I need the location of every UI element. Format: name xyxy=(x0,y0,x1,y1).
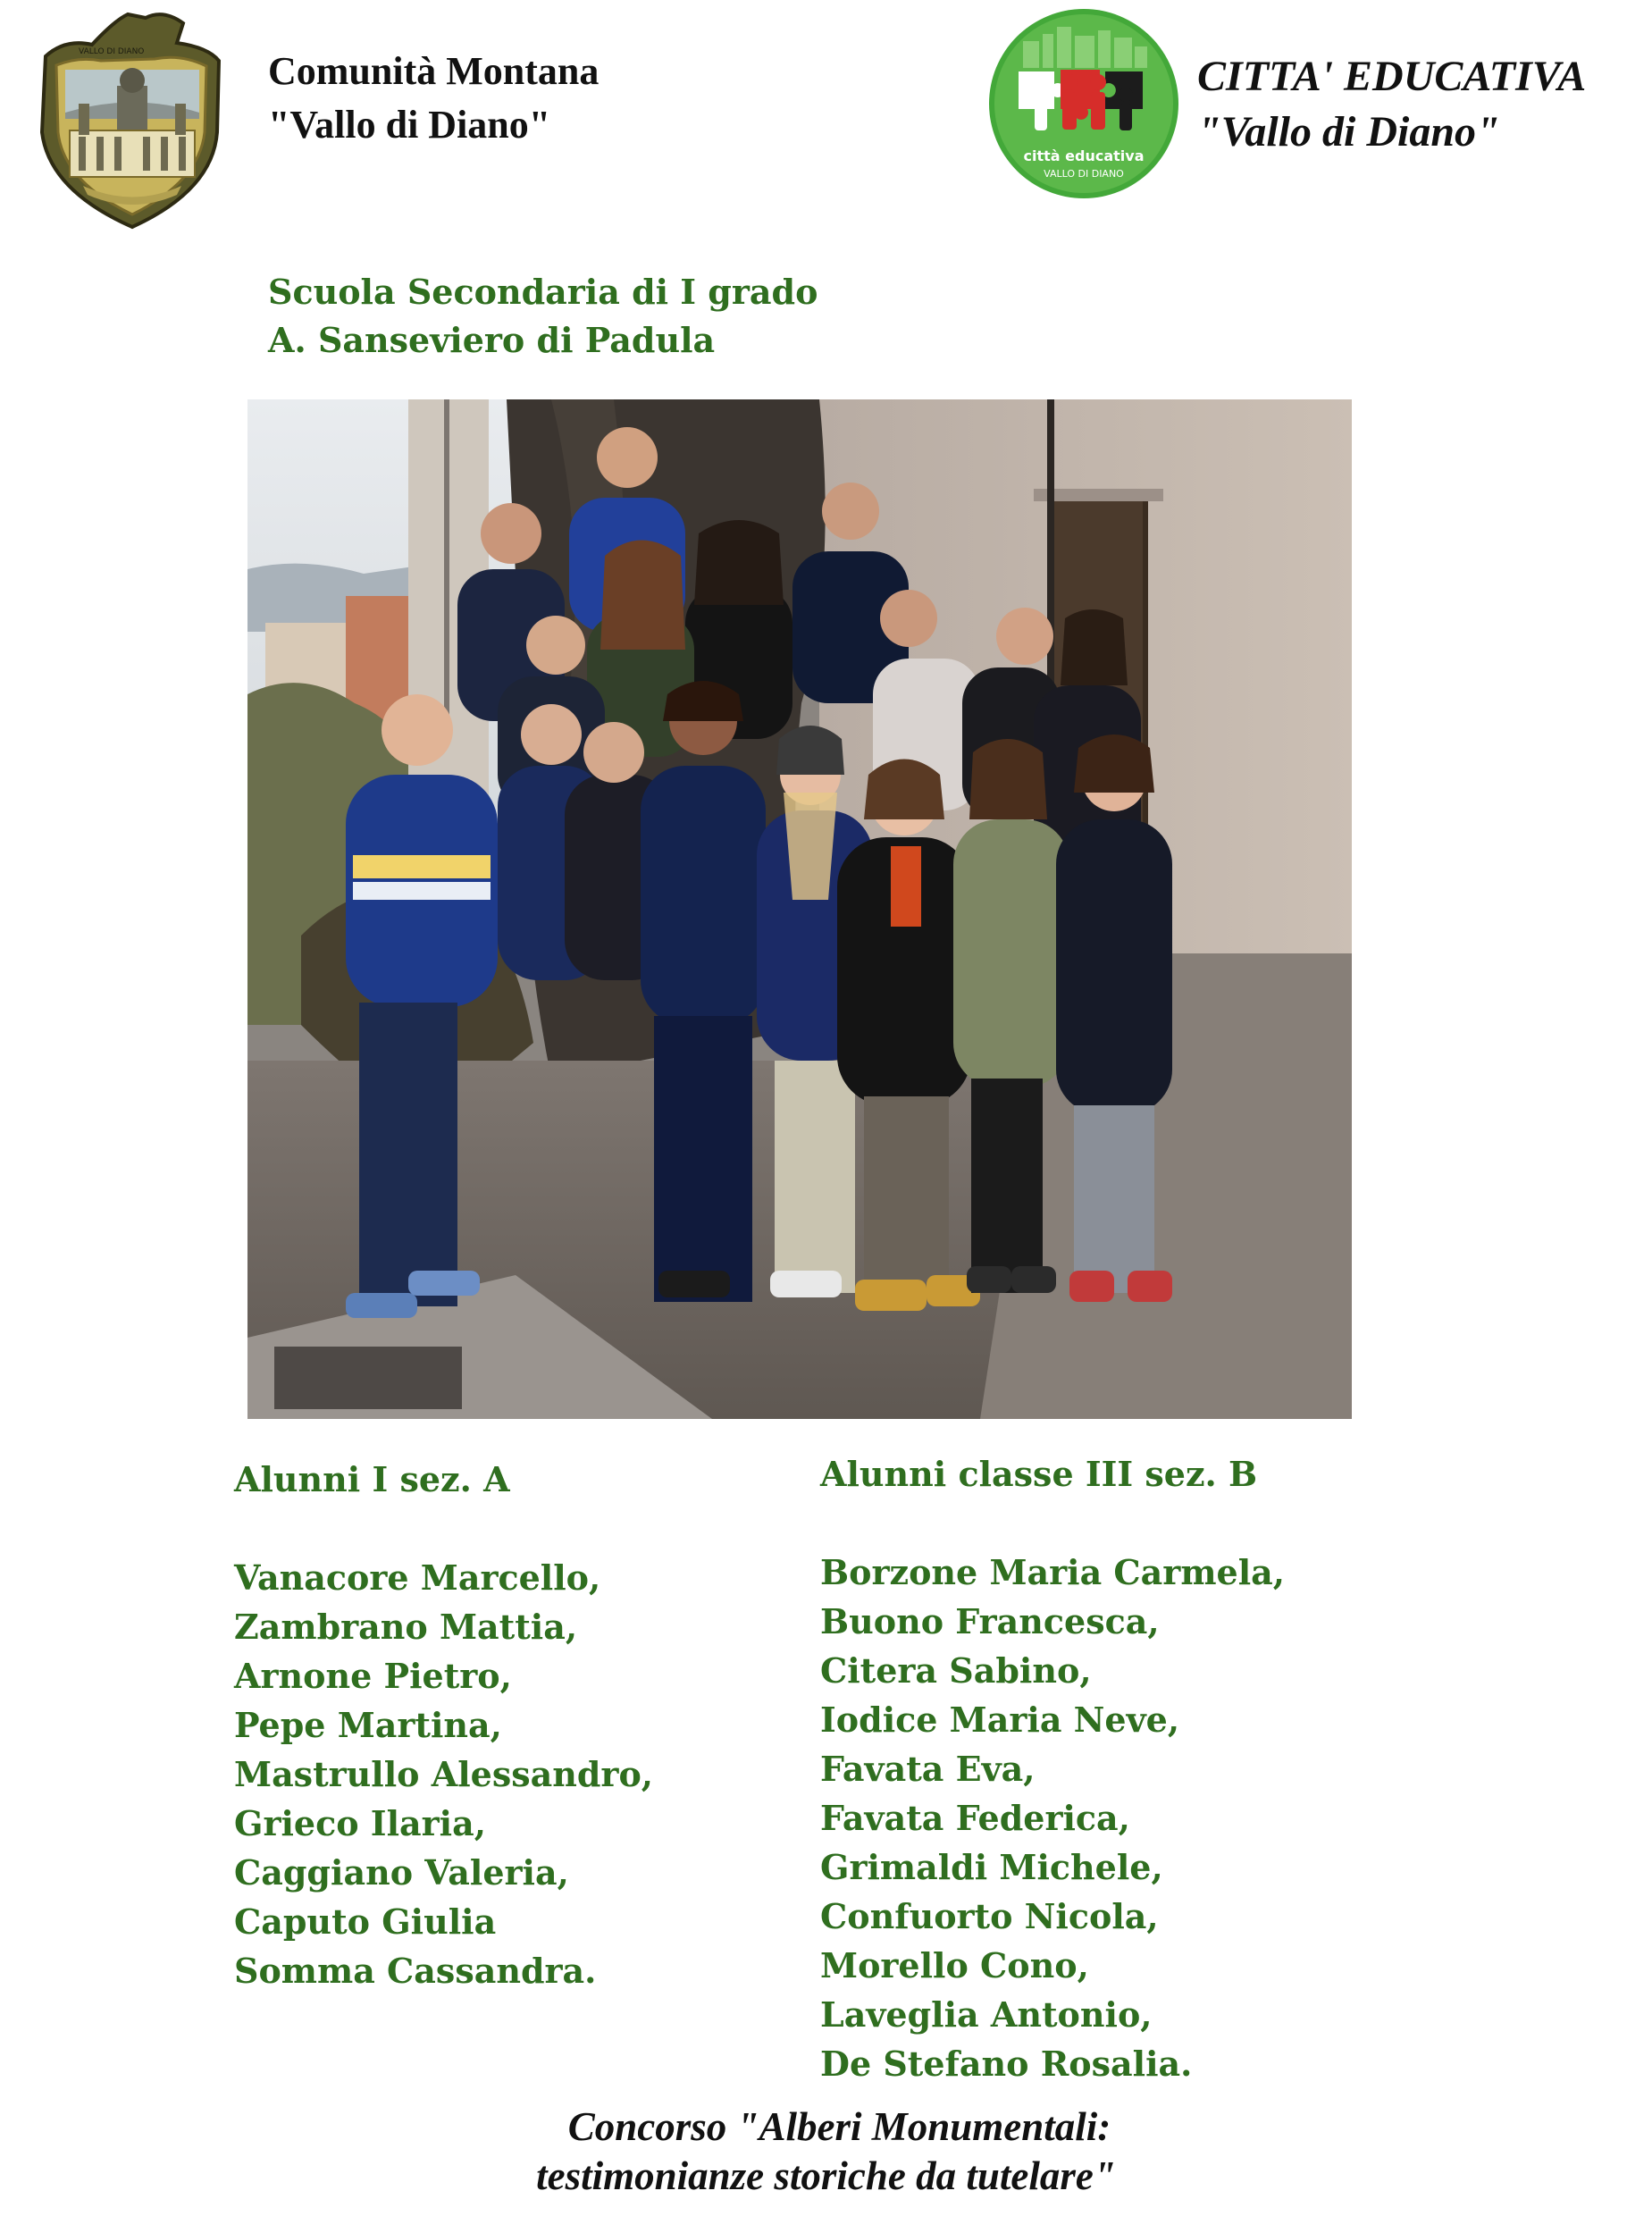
list-item: Grimaldi Michele, xyxy=(820,1847,1163,1887)
citta-educativa-logo xyxy=(987,7,1180,200)
group-photo xyxy=(247,399,1352,1419)
header-right-line1: CITTA' EDUCATIVA xyxy=(1197,53,1587,100)
list-item: Favata Federica, xyxy=(820,1798,1130,1838)
list-item: Buono Francesca, xyxy=(820,1601,1160,1641)
list-item: Confuorto Nicola, xyxy=(820,1896,1159,1936)
footer-line2: testimonianze storiche da tutelare" xyxy=(536,2153,1116,2198)
coat-of-arms-icon xyxy=(29,7,228,231)
list-item: Caputo Giulia xyxy=(234,1901,497,1942)
footer-line1: Concorso "Alberi Monumentali: xyxy=(567,2104,1111,2149)
list-b-title: Alunni classe III sez. B xyxy=(820,1454,1258,1494)
school-heading xyxy=(268,268,818,365)
list-item: De Stefano Rosalia. xyxy=(820,2044,1193,2084)
student-list-a xyxy=(234,1455,653,1995)
list-item: Caggiano Valeria, xyxy=(234,1852,569,1893)
header-left-line2: "Vallo di Diano" xyxy=(268,103,551,147)
group-photo-illustration xyxy=(247,399,1352,1419)
citta-educativa-heading xyxy=(1197,49,1586,160)
comunita-montana-heading xyxy=(268,45,599,152)
list-item: Favata Eva, xyxy=(820,1749,1036,1789)
list-item: Iodice Maria Neve, xyxy=(820,1700,1180,1740)
list-item: Vanacore Marcello, xyxy=(234,1557,601,1598)
list-item: Mastrullo Alessandro, xyxy=(234,1754,654,1794)
list-a-title: Alunni I sez. A xyxy=(234,1459,510,1499)
list-item: Arnone Pietro, xyxy=(234,1656,512,1696)
shield-motto: VALLO DI DIANO xyxy=(79,47,145,56)
comunita-montana-logo xyxy=(29,7,228,231)
header-left-line1: Comunità Montana xyxy=(268,49,600,93)
list-item: Pepe Martina, xyxy=(234,1705,502,1745)
list-item: Laveglia Antonio, xyxy=(820,1994,1153,2035)
school-line2: A. Sanseviero di Padula xyxy=(268,320,716,360)
student-list-b xyxy=(820,1449,1285,2088)
list-item: Borzone Maria Carmela, xyxy=(820,1552,1285,1592)
list-item: Morello Cono, xyxy=(820,1945,1089,1985)
school-line1: Scuola Secondaria di I grado xyxy=(268,272,818,312)
puzzle-people-icon xyxy=(987,7,1180,200)
list-item: Somma Cassandra. xyxy=(234,1951,597,1991)
list-item: Grieco Ilaria, xyxy=(234,1803,486,1843)
logo-caption-1: città educativa xyxy=(1023,147,1145,164)
contest-title xyxy=(0,2103,1652,2201)
list-item: Citera Sabino, xyxy=(820,1650,1092,1691)
list-b-names xyxy=(820,1548,1285,2088)
header-right-line2: "Vallo di Diano" xyxy=(1197,108,1500,155)
list-a-names xyxy=(234,1553,653,1995)
logo-caption-2: VALLO DI DIANO xyxy=(1044,168,1124,180)
list-item: Zambrano Mattia, xyxy=(234,1607,578,1647)
